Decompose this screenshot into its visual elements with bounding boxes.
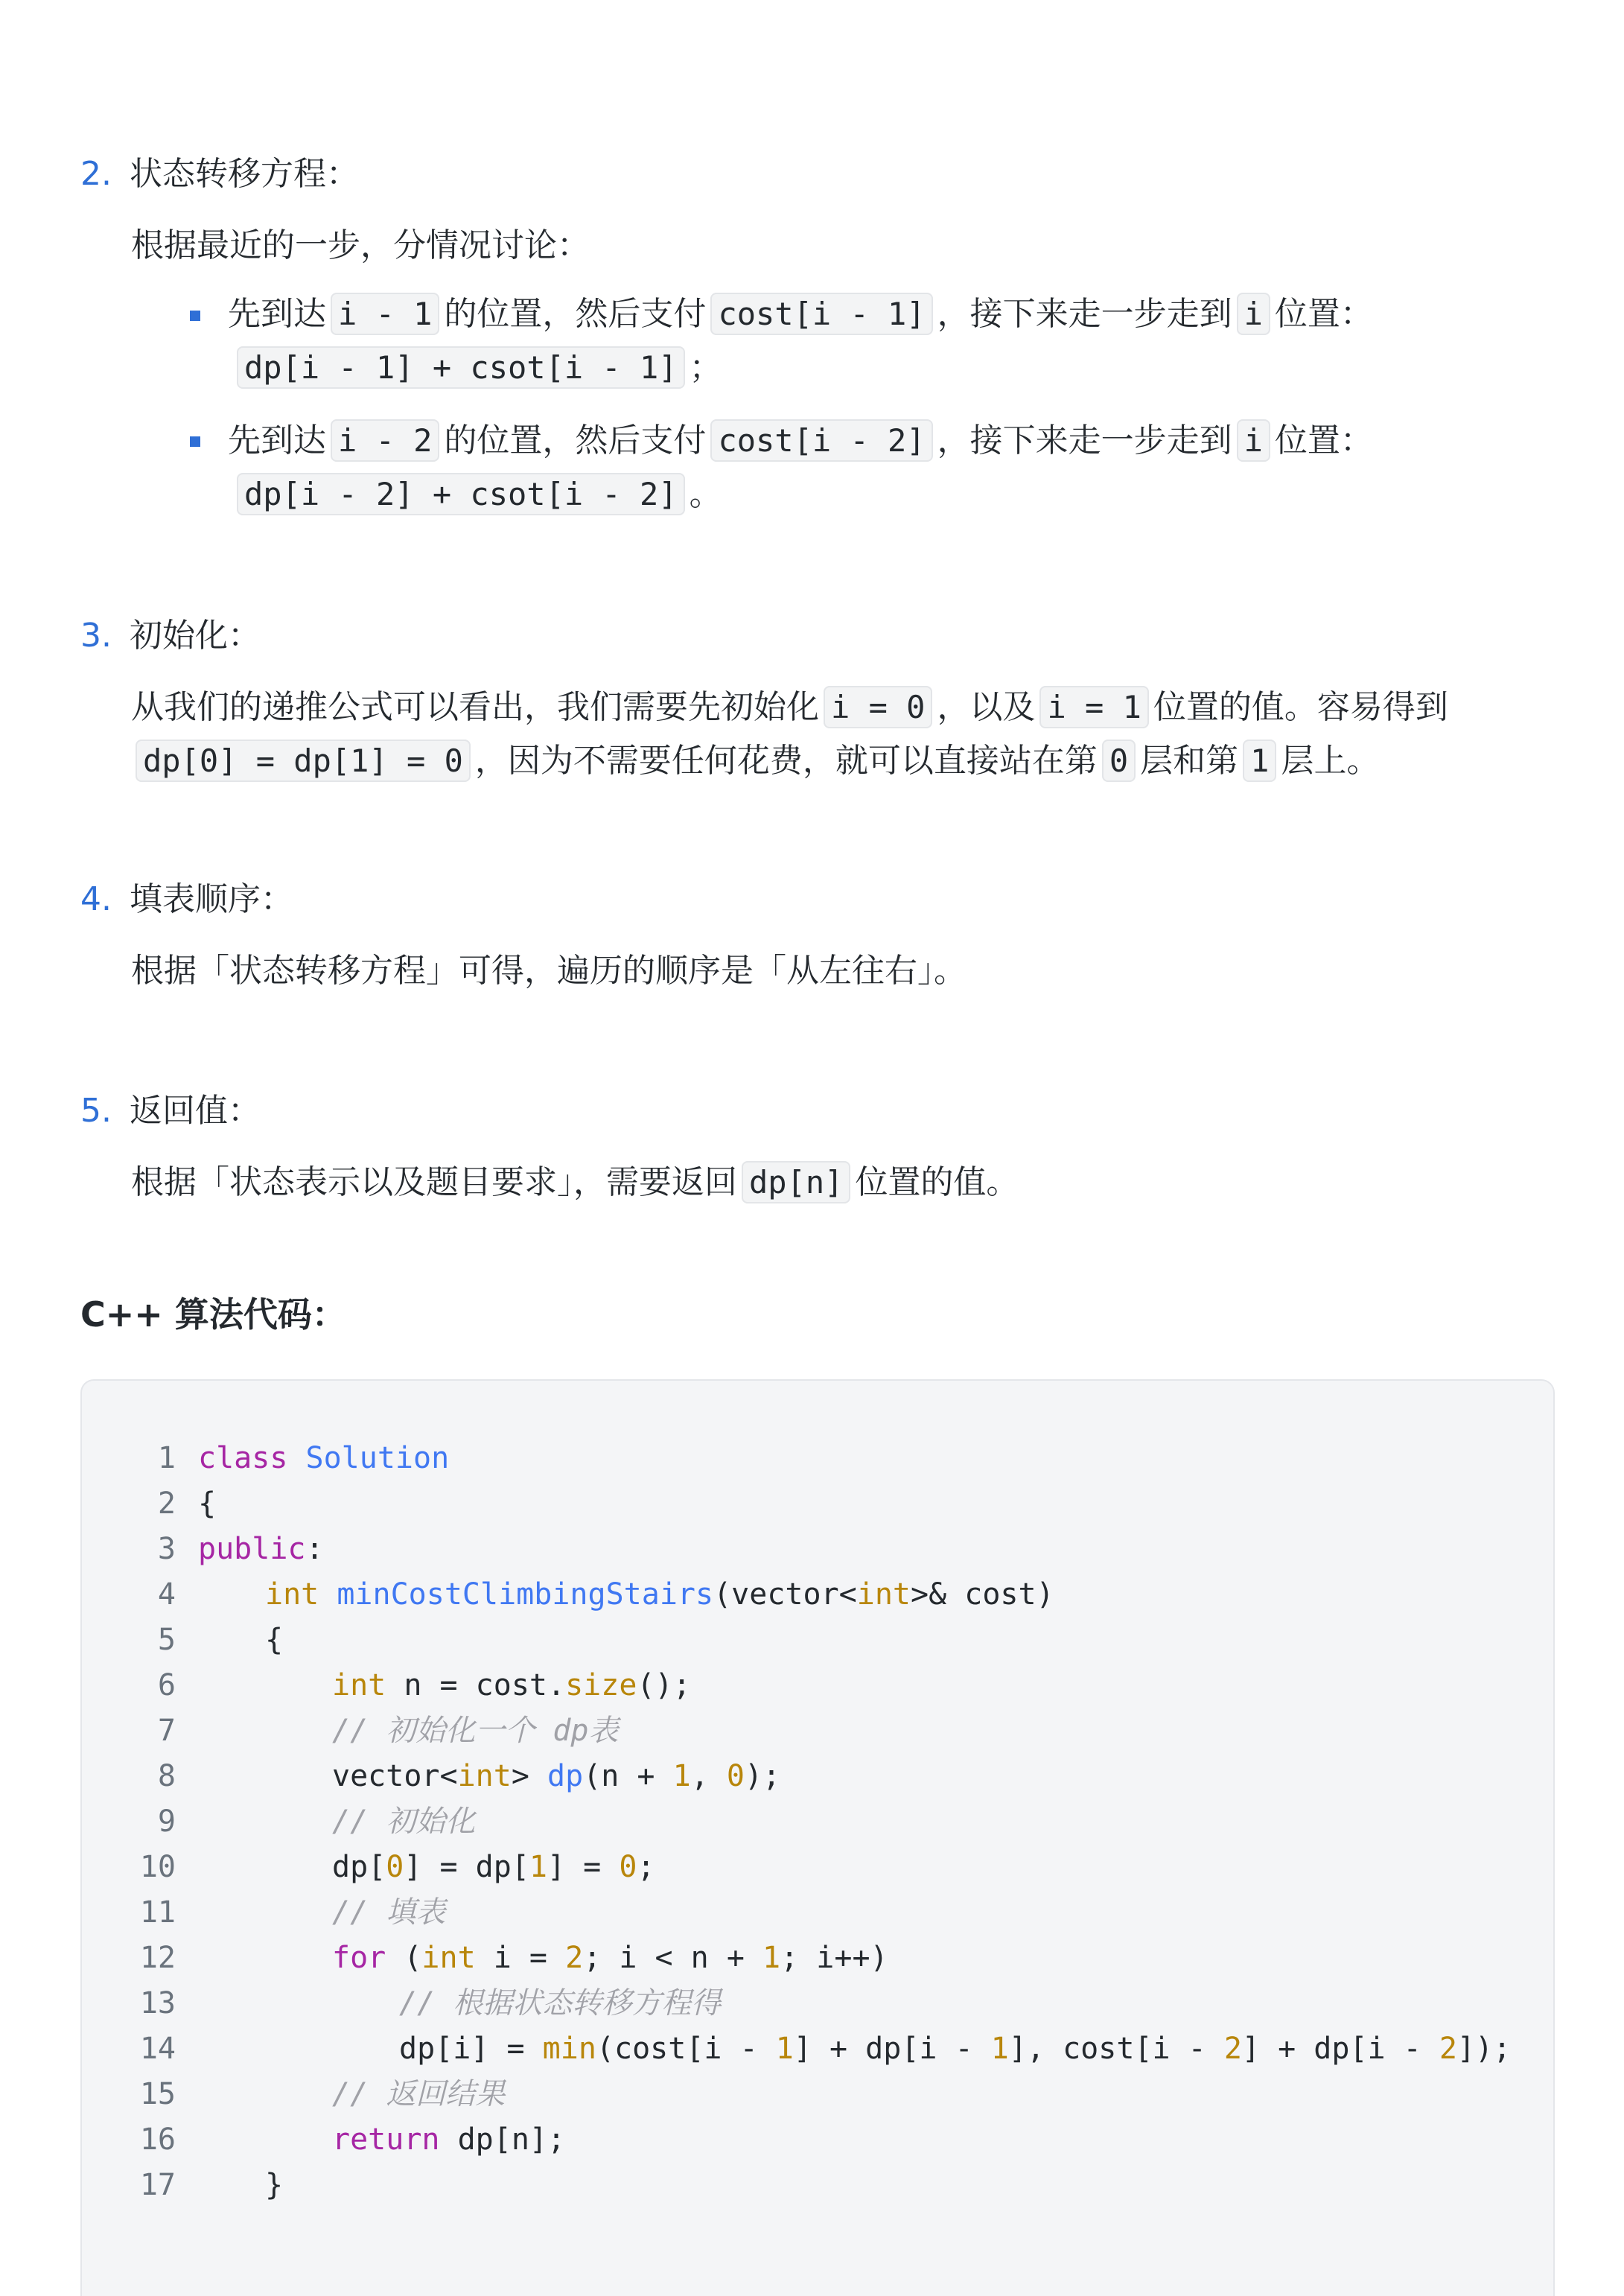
line-number: 2: [157, 1486, 176, 1521]
inline-code: 0: [1102, 740, 1136, 782]
code-text: ,: [690, 1759, 727, 1793]
text: ，接下来走一步走到: [937, 422, 1232, 459]
code-line: [198, 1534, 324, 1564]
code-line: [198, 1443, 449, 1473]
inline-code: dp[0] = dp[1] = 0: [136, 740, 471, 782]
section-heading: 状态转移方程：: [130, 155, 359, 193]
number: 1: [672, 1759, 691, 1793]
text: 层上。: [1281, 742, 1380, 780]
section-heading: 初始化：: [130, 617, 261, 655]
line-number: 5: [157, 1623, 176, 1657]
line-number: 4: [157, 1577, 176, 1612]
type: int: [265, 1577, 319, 1612]
paragraph-line: [131, 688, 1448, 726]
inline-code: i = 0: [824, 686, 932, 728]
text: 层和第: [1140, 742, 1239, 780]
inline-code: dp[i - 1] + csot[i - 1]: [237, 346, 685, 389]
number: 0: [386, 1850, 404, 1884]
inline-code: i = 1: [1039, 686, 1148, 728]
code-text: >: [511, 1759, 547, 1793]
inline-code: dp[i - 2] + csot[i - 2]: [237, 473, 685, 515]
line-number: 8: [157, 1759, 176, 1793]
keyword: public: [198, 1532, 306, 1566]
code-line: [265, 1577, 1054, 1612]
text: 。: [689, 475, 722, 513]
type: int: [332, 1668, 386, 1702]
line-number: 6: [157, 1668, 176, 1702]
code-text: vector<: [332, 1759, 458, 1793]
paragraph: 根据「状态转移方程」可得，遍历的顺序是「从左往右」。: [131, 952, 967, 990]
number: 0: [726, 1759, 745, 1793]
code-comment: // 初始化一个 dp表: [332, 1714, 619, 1748]
code-text: dp[i] =: [399, 2032, 543, 2066]
code-text: ();: [637, 1668, 691, 1702]
line-number: 11: [139, 1895, 176, 1930]
inline-code: dp[n]: [742, 1161, 850, 1203]
keyword: return: [332, 2122, 440, 2157]
code-text: ], cost[i -: [1008, 2032, 1224, 2066]
code-text: dp[n];: [439, 2122, 566, 2157]
bullet-item-line: [228, 295, 1373, 333]
code-line: [332, 1852, 655, 1882]
code-line: [399, 2034, 1511, 2064]
bullet-item-line: [237, 349, 722, 387]
number: 1: [529, 1850, 548, 1884]
line-number: 17: [139, 2168, 176, 2202]
inline-code: cost[i - 1]: [710, 293, 932, 335]
number: 1: [775, 2032, 794, 2066]
line-number: 14: [139, 2032, 176, 2066]
text: 位置：: [1274, 295, 1373, 333]
function-name: min: [542, 2032, 596, 2066]
section-heading: 填表顺序：: [130, 880, 293, 918]
number: 0: [619, 1850, 637, 1884]
code-text: ] =: [547, 1850, 620, 1884]
code-text: ; i < n +: [583, 1941, 763, 1975]
text: 位置的值。容易得到: [1153, 688, 1448, 726]
keyword: for: [332, 1941, 386, 1975]
code-line: [332, 1670, 691, 1700]
code-text: :: [305, 1532, 324, 1566]
text: 先到达: [228, 422, 326, 459]
text: 从我们的递推公式可以看出，我们需要先初始化: [131, 688, 819, 726]
number: 1: [990, 2032, 1009, 2066]
line-number: 13: [139, 1986, 176, 2020]
section-heading: 返回值：: [130, 1092, 261, 1130]
text: 的位置，然后支付: [444, 422, 707, 459]
code-text: ]);: [1456, 2032, 1512, 2066]
code-text: (n +: [583, 1759, 673, 1793]
code-text: n = cost.: [386, 1668, 566, 1702]
code-comment: // 返回结果: [332, 2077, 506, 2111]
type: int: [421, 1941, 476, 1975]
function-name: dp: [547, 1759, 584, 1793]
type: int: [457, 1759, 512, 1793]
line-number: 12: [139, 1941, 176, 1975]
code-line: }: [265, 2168, 284, 2202]
text: ；: [689, 349, 722, 387]
text: 位置的值。: [855, 1163, 1019, 1201]
line-number: 3: [157, 1532, 176, 1566]
code-text: );: [744, 1759, 781, 1793]
code-text: i =: [475, 1941, 566, 1975]
function-name: minCostClimbingStairs: [337, 1577, 714, 1612]
text: 根据「状态表示以及题目要求」，需要返回: [131, 1163, 737, 1201]
code-comment: // 初始化: [332, 1804, 476, 1839]
code-text: ;: [637, 1850, 655, 1884]
code-text: (cost[i -: [596, 2032, 776, 2066]
paragraph-line: [136, 742, 1380, 780]
number: 1: [762, 1941, 781, 1975]
type: int: [856, 1577, 911, 1612]
code-text: ] + dp[i -: [793, 2032, 991, 2066]
inline-code: 1: [1243, 740, 1276, 782]
line-number: 15: [139, 2077, 176, 2111]
code-text: >& cost): [910, 1577, 1054, 1612]
text: ，以及: [937, 688, 1036, 726]
line-number: 1: [157, 1441, 176, 1475]
bullet-item-line: [228, 424, 1373, 457]
code-line: {: [265, 1623, 284, 1657]
bullet-item-line: [237, 475, 722, 513]
inline-code: i: [1237, 293, 1270, 335]
inline-code: i - 1: [331, 293, 439, 335]
list-number: 4.: [80, 880, 112, 918]
code-text: dp[: [332, 1850, 386, 1884]
text: 的位置，然后支付: [444, 295, 707, 333]
code-comment: // 根据状态转移方程得: [399, 1986, 722, 2020]
inline-code: i: [1237, 419, 1270, 462]
code-block: [80, 1379, 1555, 2296]
text: ，接下来走一步走到: [937, 295, 1232, 333]
function-name: size: [565, 1668, 637, 1702]
bullet-marker: [190, 311, 200, 321]
code-line: [332, 2122, 566, 2157]
number: 2: [1223, 2032, 1242, 2066]
number: 2: [565, 1941, 584, 1975]
code-text: (: [386, 1941, 422, 1975]
code-text: ; i++): [780, 1941, 888, 1975]
keyword: class: [198, 1441, 288, 1475]
code-comment: // 填表: [332, 1895, 446, 1930]
paragraph-line: [131, 1163, 1019, 1201]
text: 位置：: [1274, 422, 1373, 459]
code-text: ] = dp[: [404, 1850, 529, 1884]
list-number: 5.: [80, 1092, 112, 1130]
code-line: [332, 1761, 780, 1791]
code-section-title: C++ 算法代码：: [80, 1294, 346, 1335]
inline-code: cost[i - 2]: [710, 419, 932, 462]
line-number: 16: [139, 2122, 176, 2157]
bullet-marker: [190, 436, 200, 447]
class-name: Solution: [305, 1441, 450, 1475]
list-number: 3.: [80, 617, 112, 655]
code-line: {: [198, 1486, 217, 1521]
code-text: (vector<: [713, 1577, 857, 1612]
text: ，因为不需要任何花费，就可以直接站在第: [474, 742, 1098, 780]
code-text: ] + dp[i -: [1241, 2032, 1439, 2066]
text: 先到达: [228, 295, 326, 333]
line-number: 10: [139, 1850, 176, 1884]
list-number: 2.: [80, 155, 112, 193]
number: 2: [1439, 2032, 1457, 2066]
line-number: 9: [157, 1804, 176, 1839]
code-line: [332, 1943, 888, 1973]
line-number: 7: [157, 1714, 176, 1748]
inline-code: i - 2: [331, 419, 439, 462]
paragraph: 根据最近的一步，分情况讨论：: [131, 226, 590, 264]
